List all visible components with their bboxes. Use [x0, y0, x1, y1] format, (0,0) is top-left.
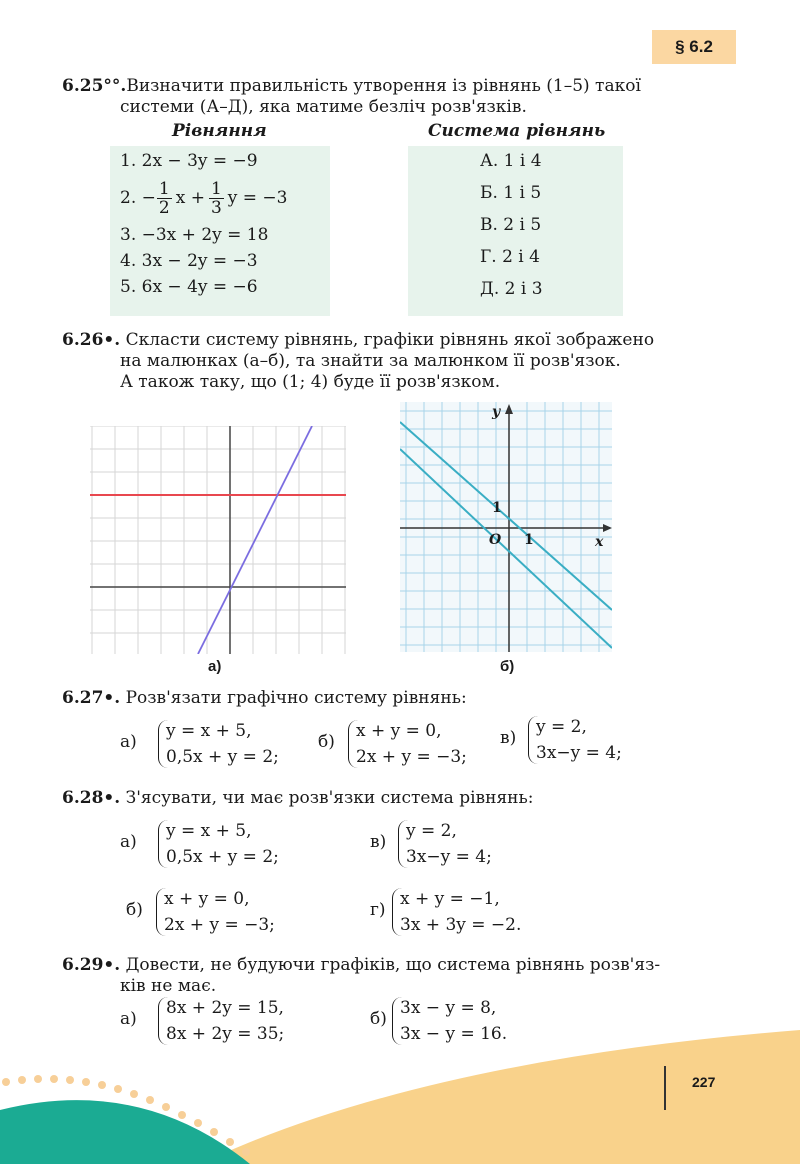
equation-5: 5. 6x − 4y = −6 [120, 277, 258, 297]
page-number: 227 [692, 1074, 716, 1090]
system-b: Б. 1 і 5 [480, 183, 542, 203]
eq2-mid: x + [175, 188, 205, 208]
system-v: В. 2 і 5 [480, 215, 542, 235]
eq-line2: 3x−y = 4; [406, 847, 492, 867]
problem-text-line1: Визначити правильність утворення із рівнянь (1–5) такої [126, 76, 641, 96]
system-6-27-v [500, 716, 640, 766]
eq-line1: y = x + 5, [166, 721, 252, 741]
item-label: а) [120, 732, 137, 752]
problem-text-line2: ків не має. [120, 976, 217, 996]
equation-1: 1. 2x − 3y = −9 [120, 151, 258, 171]
problem-number: 6.26•. [62, 330, 121, 350]
problem-6-27 [62, 688, 732, 709]
eq-line2: 8x + 2y = 35; [166, 1024, 285, 1044]
fraction-half [157, 180, 172, 217]
problem-text-line1: Довести, не будуючи графіків, що система рівнянь розв'яз- [125, 955, 661, 975]
eq-line2: 3x−y = 4; [536, 743, 622, 763]
item-label: г) [370, 900, 386, 920]
problem-number: 6.28•. [62, 788, 121, 808]
graph-a [90, 426, 346, 654]
problem-6-25 [62, 76, 732, 118]
item-label: а) [120, 832, 137, 852]
eq-line1: x + y = 0, [164, 889, 250, 909]
item-label: в) [370, 832, 387, 852]
problem-6-29 [62, 955, 732, 997]
eq-line1: 3x − y = 8, [400, 998, 497, 1018]
system-6-28-b [126, 888, 296, 938]
axis-x-label: x [595, 534, 604, 550]
problem-number: 6.25°°. [62, 76, 127, 96]
frac-bottom: 3 [210, 197, 222, 218]
equation-2 [110, 174, 330, 222]
eq-line2: 3x − y = 16. [400, 1024, 508, 1044]
eq-line1: x + y = 0, [356, 721, 442, 741]
fraction-third [209, 180, 224, 217]
equations-header: Рівняння [172, 121, 267, 141]
eq-line2: 3x + 3y = −2. [400, 915, 522, 935]
caption-a: а) [208, 658, 222, 675]
eq-line1: 8x + 2y = 15, [166, 998, 284, 1018]
equations-table [110, 146, 330, 316]
problem-number: 6.27•. [62, 688, 121, 708]
eq-line2: 2x + y = −3; [356, 747, 467, 767]
system-6-28-a [120, 820, 290, 870]
eq-line1: y = 2, [406, 821, 457, 841]
item-label: б) [370, 1009, 387, 1029]
problem-text-line3: А також таку, що (1; 4) буде її розв'язком. [120, 372, 501, 392]
system-6-29-a [120, 997, 300, 1047]
system-6-29-b [370, 997, 540, 1047]
item-label: б) [126, 900, 143, 920]
problem-text-line2: системи (А–Д), яка матиме безліч розв'язків. [120, 97, 527, 117]
eq-line2: 2x + y = −3; [164, 915, 275, 935]
equation-4: 4. 3x − 2y = −3 [120, 251, 258, 271]
y-unit-label: 1 [492, 500, 502, 516]
problem-number: 6.29•. [62, 955, 121, 975]
axis-y-label: y [492, 404, 501, 420]
frac-bottom: 2 [158, 197, 170, 218]
eq2-prefix: 2. − [120, 188, 156, 208]
footer-divider [664, 1066, 666, 1110]
graph-b [400, 402, 612, 652]
system-a: А. 1 і 4 [480, 151, 542, 171]
item-label: а) [120, 1009, 137, 1029]
eq-line1: y = 2, [536, 717, 587, 737]
x-unit-label: 1 [524, 532, 534, 548]
system-d: Д. 2 і 3 [480, 279, 543, 299]
system-g: Г. 2 і 4 [480, 247, 540, 267]
eq-line1: x + y = −1, [400, 889, 500, 909]
problem-text: З'ясувати, чи має розв'язки система рівнянь: [125, 788, 534, 808]
origin-label: O [489, 532, 502, 548]
eq-line2: 0,5x + y = 2; [166, 747, 279, 767]
problem-text-line2: на малюнках (а–б), та знайти за малюнком її розв'язок. [120, 351, 621, 371]
eq-line1: y = x + 5, [166, 821, 252, 841]
equation-3: 3. −3x + 2y = 18 [120, 225, 269, 245]
problem-6-26 [62, 330, 732, 393]
caption-b: б) [500, 658, 515, 675]
frac-top: 1 [210, 178, 222, 199]
system-6-28-g [370, 888, 550, 938]
systems-header: Система рівнянь [428, 121, 606, 141]
item-label: в) [500, 728, 517, 748]
system-6-27-b [318, 720, 478, 770]
problem-6-28 [62, 788, 732, 809]
problem-text-line1: Скласти систему рівнянь, графіки рівнянь якої зображено [125, 330, 655, 350]
section-tag: § 6.2 [652, 30, 736, 64]
systems-table [408, 146, 623, 316]
system-6-28-v [370, 820, 530, 870]
eq-line2: 0,5x + y = 2; [166, 847, 279, 867]
system-6-27-a [120, 720, 290, 770]
problem-text: Розв'язати графічно систему рівнянь: [125, 688, 467, 708]
item-label: б) [318, 732, 335, 752]
eq2-end: y = −3 [227, 188, 288, 208]
frac-top: 1 [158, 178, 170, 199]
